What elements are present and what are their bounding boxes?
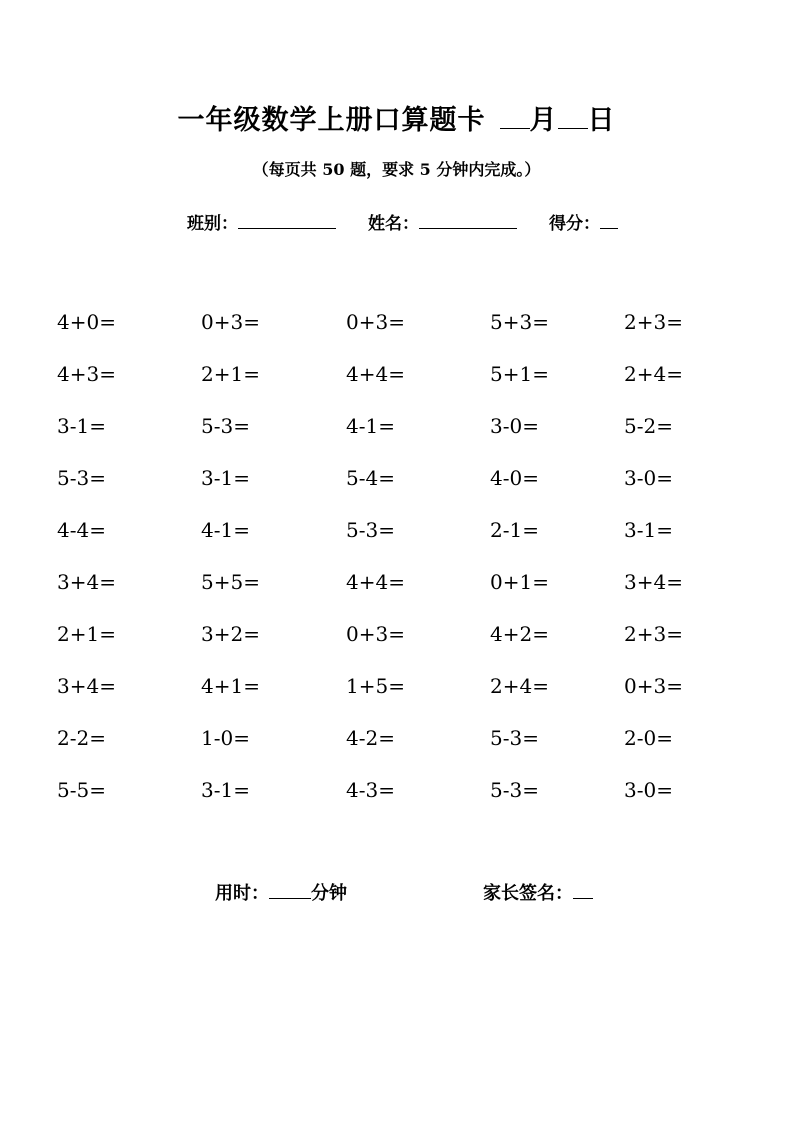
- problem-row: [0, 414, 793, 466]
- problem: 2+3=: [624, 310, 683, 334]
- problem: 4-1=: [346, 414, 395, 438]
- problem: 0+1=: [490, 570, 549, 594]
- title-text: 一年级数学上册口算题卡: [177, 105, 486, 136]
- problem: 1+5=: [346, 674, 405, 698]
- problem-row: [0, 466, 793, 518]
- problem: 1-0=: [201, 726, 250, 750]
- problem: 2-0=: [624, 726, 673, 750]
- problem: 3-1=: [201, 778, 250, 802]
- problem: 5-3=: [490, 778, 539, 802]
- problem: 3-1=: [57, 414, 106, 438]
- problem: 4-3=: [346, 778, 395, 802]
- time-unit: 分钟: [311, 883, 347, 904]
- problem: 3-0=: [624, 778, 673, 802]
- month-blank[interactable]: [500, 106, 530, 129]
- problem: 4+1=: [201, 674, 260, 698]
- problem-row: [0, 518, 793, 570]
- problem: 4-2=: [346, 726, 395, 750]
- score-blank[interactable]: [600, 208, 618, 229]
- problem: 0+3=: [201, 310, 260, 334]
- problem: 4+3=: [57, 362, 116, 386]
- problem: 4-4=: [57, 518, 106, 542]
- instructions: （每页共 50 题，要求 5 分钟内完成。）: [252, 160, 541, 179]
- name-field: [368, 208, 517, 234]
- problem: 3+4=: [57, 570, 116, 594]
- problem: 5-2=: [624, 414, 673, 438]
- problem: 3-1=: [624, 518, 673, 542]
- problem-row: [0, 726, 793, 778]
- problem: 5-3=: [346, 518, 395, 542]
- problem: 5-3=: [57, 466, 106, 490]
- name-blank[interactable]: [419, 208, 517, 229]
- problem: 2+4=: [624, 362, 683, 386]
- problem: 3-1=: [201, 466, 250, 490]
- problem: 4+0=: [57, 310, 116, 334]
- day-blank[interactable]: [558, 106, 588, 129]
- problem: 0+3=: [346, 310, 405, 334]
- student-info-row: [0, 208, 793, 234]
- problem: 4-0=: [490, 466, 539, 490]
- time-field: [215, 878, 347, 905]
- problem: 0+3=: [346, 622, 405, 646]
- problem: 4+4=: [346, 570, 405, 594]
- problem: 5-3=: [201, 414, 250, 438]
- problem: 2-1=: [490, 518, 539, 542]
- problem-row: [0, 674, 793, 726]
- problem: 5+1=: [490, 362, 549, 386]
- problem: 3-0=: [624, 466, 673, 490]
- class-field: [187, 208, 336, 234]
- problem-grid: [0, 310, 793, 830]
- problem-row: [0, 778, 793, 830]
- problem: 0+3=: [624, 674, 683, 698]
- time-blank[interactable]: [269, 878, 311, 899]
- name-label: 姓名：: [368, 214, 419, 234]
- problem-row: [0, 570, 793, 622]
- problem: 5-3=: [490, 726, 539, 750]
- footer-row: [0, 878, 793, 906]
- problem: 3+2=: [201, 622, 260, 646]
- problem: 5+5=: [201, 570, 260, 594]
- score-field: [549, 208, 618, 234]
- problem: 3+4=: [57, 674, 116, 698]
- problem: 5-5=: [57, 778, 106, 802]
- parent-sign-blank[interactable]: [573, 878, 593, 899]
- class-label: 班别：: [187, 214, 238, 234]
- problem-row: [0, 310, 793, 362]
- page-title: [0, 98, 793, 137]
- time-label: 用时：: [215, 883, 269, 904]
- problem: 2+1=: [201, 362, 260, 386]
- day-label: 日: [587, 105, 616, 136]
- problem-row: [0, 362, 793, 414]
- problem: 5+3=: [490, 310, 549, 334]
- class-blank[interactable]: [238, 208, 336, 229]
- problem-row: [0, 622, 793, 674]
- problem: 3+4=: [624, 570, 683, 594]
- problem: 4+4=: [346, 362, 405, 386]
- problem: 2+1=: [57, 622, 116, 646]
- problem: 2+3=: [624, 622, 683, 646]
- problem: 4+2=: [490, 622, 549, 646]
- problem: 2+4=: [490, 674, 549, 698]
- problem: 4-1=: [201, 518, 250, 542]
- problem: 2-2=: [57, 726, 106, 750]
- problem: 5-4=: [346, 466, 395, 490]
- parent-sign-field: [483, 878, 593, 905]
- month-label: 月: [529, 105, 558, 136]
- problem: 3-0=: [490, 414, 539, 438]
- score-label: 得分：: [549, 214, 600, 234]
- parent-sign-label: 家长签名：: [483, 883, 573, 904]
